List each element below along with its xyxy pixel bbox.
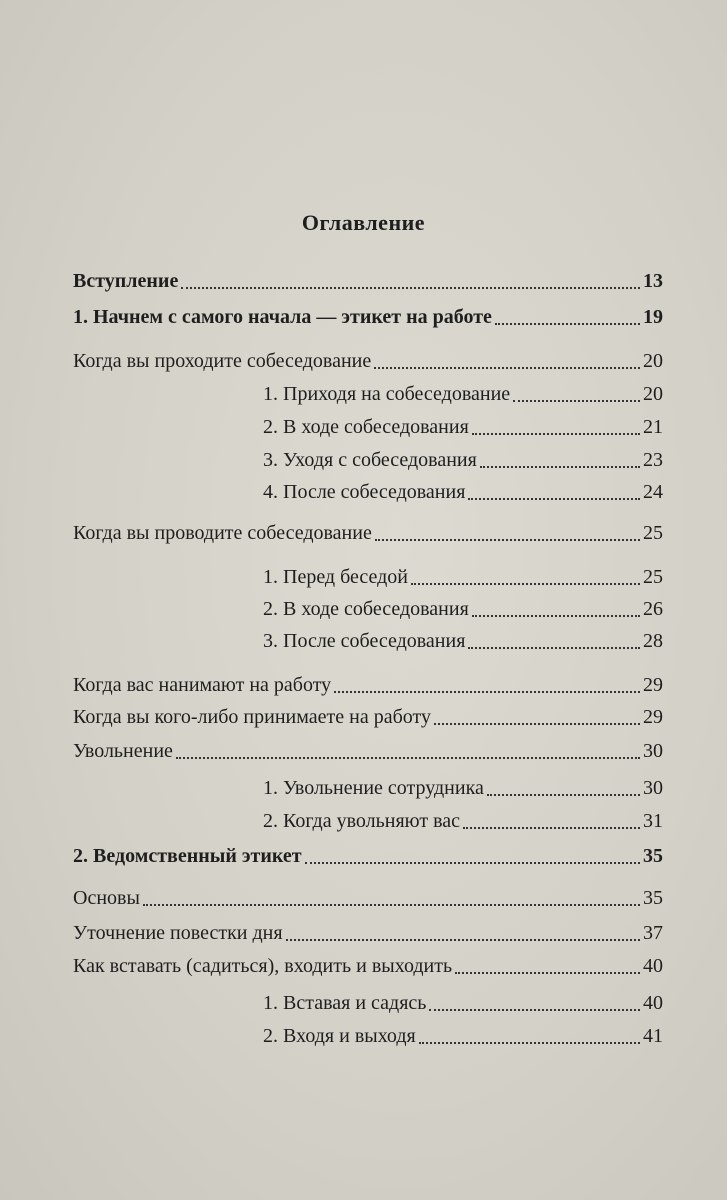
toc-entry-label: 2. Когда увольняют вас	[263, 810, 461, 832]
toc-entry	[263, 777, 663, 800]
dot-leader	[375, 539, 640, 541]
dot-leader	[472, 615, 640, 617]
dot-leader	[143, 904, 640, 906]
toc-entry-page: 20	[643, 383, 663, 405]
toc-entry-page: 35	[643, 845, 663, 867]
dot-leader	[468, 647, 640, 649]
toc-entry	[263, 1025, 663, 1048]
toc-entry-page: 35	[643, 887, 663, 909]
toc-entry-label: 3. После собеседования	[263, 630, 466, 652]
dot-leader	[176, 757, 640, 759]
toc-entry-page: 24	[643, 481, 663, 503]
dot-leader	[455, 972, 640, 974]
toc-entry	[263, 449, 663, 472]
toc-entry	[263, 630, 663, 653]
toc-entry-label: Когда вас нанимают на работу	[73, 674, 332, 696]
toc-entry	[73, 955, 663, 978]
toc-entry-page: 21	[643, 416, 663, 438]
toc-entry	[73, 270, 663, 293]
toc-entry-page: 31	[643, 810, 663, 832]
toc-entry-label: 1. Перед беседой	[263, 566, 409, 588]
dot-leader	[334, 691, 640, 693]
toc-entry	[263, 810, 663, 833]
toc-entry-page: 29	[643, 706, 663, 728]
dot-leader	[429, 1009, 640, 1011]
toc-entry	[263, 481, 663, 504]
toc-entry	[73, 306, 663, 329]
toc-entry-label: 3. Уходя с собеседования	[263, 449, 477, 471]
dot-leader	[463, 827, 640, 829]
toc-entry	[263, 598, 663, 621]
toc-entry-page: 40	[643, 955, 663, 977]
toc-entry	[73, 740, 663, 763]
dot-leader	[468, 498, 640, 500]
toc-entry-label: Основы	[73, 887, 140, 909]
toc-entry-page: 30	[643, 740, 663, 762]
dot-leader	[434, 723, 640, 725]
toc-entry-label: 4. После собеседования	[263, 481, 466, 503]
dot-leader	[513, 400, 640, 402]
toc-entry-label: Когда вы проходите собеседование	[73, 350, 372, 372]
toc-entry	[73, 350, 663, 373]
dot-leader	[495, 323, 640, 325]
toc-entry-label: 2. Ведомственный этикет	[73, 845, 302, 867]
toc-entry	[73, 922, 663, 945]
dot-leader	[286, 939, 640, 941]
toc-entry-page: 25	[643, 522, 663, 544]
toc-entry	[263, 992, 663, 1015]
dot-leader	[472, 433, 640, 435]
dot-leader	[374, 367, 640, 369]
toc-entry-page: 20	[643, 350, 663, 372]
dot-leader	[480, 466, 640, 468]
toc-entry	[73, 887, 663, 910]
toc-entry	[73, 706, 663, 729]
toc-entry-label: Вступление	[73, 270, 179, 292]
toc-entry	[263, 416, 663, 439]
page-title: Оглавление	[301, 210, 426, 235]
toc-entry-label: 1. Приходя на собеседование	[263, 383, 511, 405]
toc-entry-page: 29	[643, 674, 663, 696]
toc-entry	[73, 845, 663, 868]
dot-leader	[411, 583, 640, 585]
dot-leader	[181, 287, 640, 289]
toc-entry-page: 30	[643, 777, 663, 799]
toc-entry-label: 2. В ходе собеседования	[263, 416, 469, 438]
dot-leader	[487, 794, 640, 796]
toc-entry-page: 23	[643, 449, 663, 471]
toc-entry-label: 2. В ходе собеседования	[263, 598, 469, 620]
toc-entry	[263, 383, 663, 406]
toc-entry-label: Как вставать (садиться), входить и выходить	[73, 955, 453, 977]
toc-entry	[73, 522, 663, 545]
toc-entry-label: 2. Входя и выходя	[263, 1025, 416, 1047]
toc-entry-page: 26	[643, 598, 663, 620]
toc-entry-label: 1. Увольнение сотрудника	[263, 777, 484, 799]
toc-entry-label: Когда вы кого-либо принимаете на работу	[73, 706, 431, 728]
toc-entry-label: 1. Вставая и садясь	[263, 992, 427, 1014]
toc-entry-page: 13	[643, 270, 663, 292]
dot-leader	[419, 1042, 640, 1044]
toc-entry-page: 41	[643, 1025, 663, 1047]
toc-entry-page: 25	[643, 566, 663, 588]
toc-entry-page: 37	[643, 922, 663, 944]
toc-entry	[73, 674, 663, 697]
toc-entry-label: Увольнение	[73, 740, 173, 762]
toc-entry-page: 40	[643, 992, 663, 1014]
dot-leader	[305, 862, 640, 864]
toc-entry-page: 19	[643, 306, 663, 328]
toc-entry	[263, 566, 663, 589]
toc-entry-page: 28	[643, 630, 663, 652]
toc-entry-label: Когда вы проводите собеседование	[73, 522, 372, 544]
toc-entry-label: 1. Начнем с самого начала — этикет на работе	[73, 306, 492, 328]
toc-entry-label: Уточнение повестки дня	[73, 922, 283, 944]
